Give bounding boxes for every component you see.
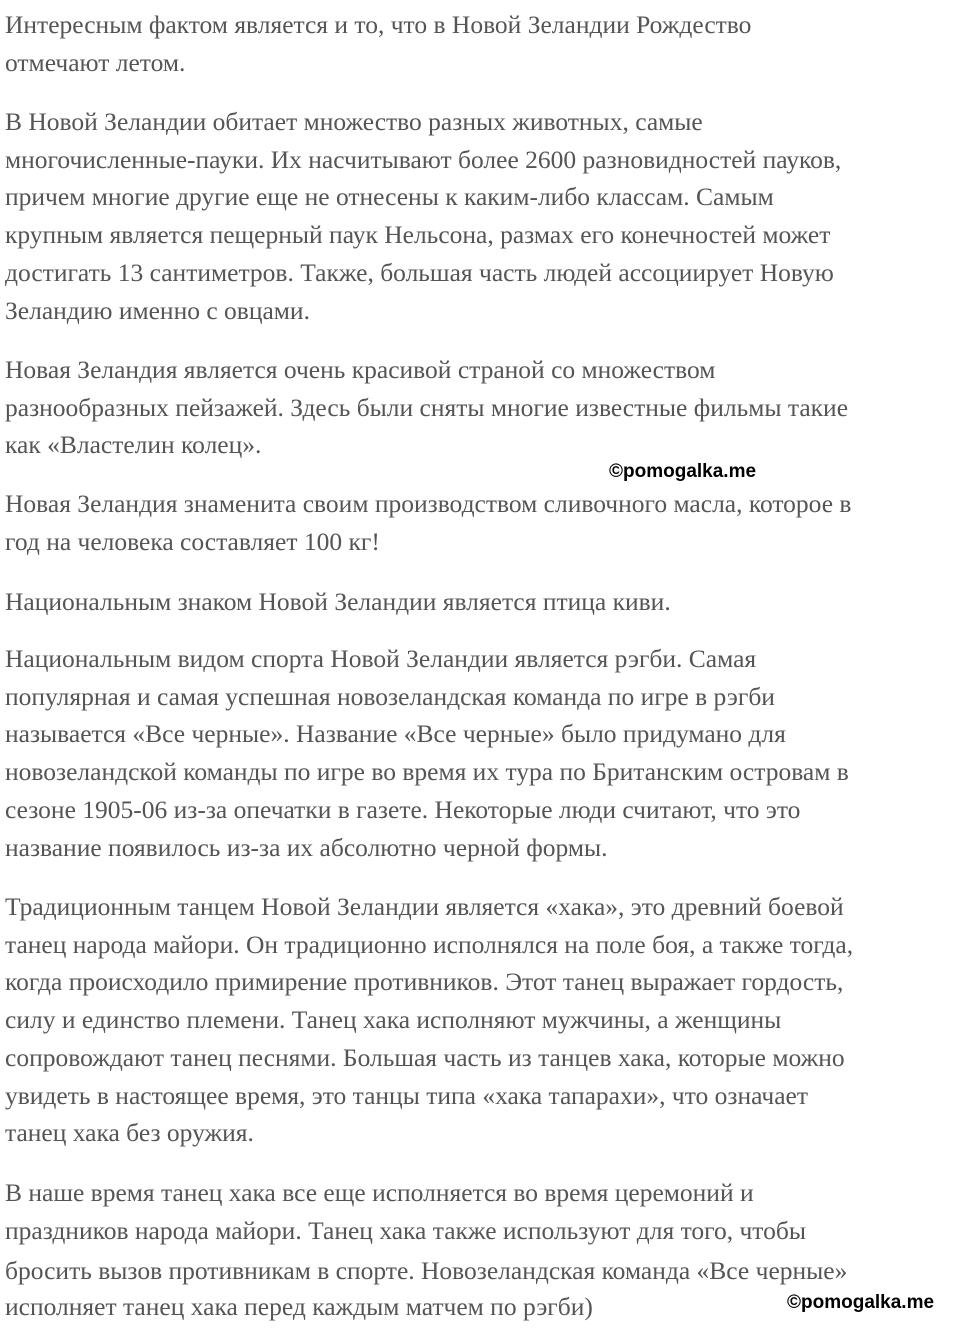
text-line: называется «Все черные». Название «Все черные» было придумано для bbox=[5, 719, 786, 749]
paragraph-haka-tradition bbox=[5, 888, 960, 1152]
text-line: сопровождают танец песнями. Большая часть из танцев хака, которые можно bbox=[5, 1042, 845, 1072]
paragraph-butter bbox=[5, 485, 960, 560]
paragraph-spiders bbox=[5, 103, 960, 329]
text-line: Национальным знаком Новой Зеландии является птица киви. bbox=[5, 587, 671, 616]
text-line: популярная и самая успешная новозеландская команда по игре в рэгби bbox=[5, 681, 775, 711]
watermark-text: ©pomogalka.me bbox=[609, 461, 757, 482]
paragraph-christmas-fact bbox=[5, 6, 960, 81]
text-line: сезоне 1905-06 из-за опечатки в газете. Некоторые люди считают, что это bbox=[5, 794, 801, 824]
text-line: Традиционным танцем Новой Зеландии является «хака», это древний боевой bbox=[5, 892, 844, 921]
text-line: многочисленные-пауки. Их насчитывают более 2600 разновидностей пауков, bbox=[5, 144, 842, 174]
text-line: силу и единство племени. Танец хака исполняют мужчины, а женщины bbox=[5, 1005, 782, 1035]
text-line: крупным является пещерный паук Нельсона, размах его конечностей может bbox=[5, 220, 831, 250]
text-line: танец народа майори. Он традиционно исполнялся на поле боя, а также тогда, bbox=[5, 929, 854, 959]
paragraph-landscapes bbox=[5, 351, 960, 464]
text-line: Интересным фактом является и то, что в Новой Зеландии Рождество bbox=[5, 10, 752, 39]
text-line: бросить вызов противникам в спорте. Новозеландская команда «Все черные» bbox=[5, 1256, 848, 1286]
text-line: исполняет танец хака перед каждым матчем по рэгби) bbox=[5, 1292, 593, 1322]
paragraph-rugby bbox=[5, 640, 960, 866]
paragraph-kiwi bbox=[5, 583, 960, 621]
text-line: название появилось из-за их абсолютно черной формы. bbox=[5, 832, 608, 862]
text-line: Новая Зеландия является очень красивой страной со множеством bbox=[5, 355, 716, 384]
text-line: год на человека составляет 100 кг! bbox=[5, 526, 380, 556]
text-line: Новая Зеландия знаменита своим производством сливочного масла, которое в bbox=[5, 489, 852, 518]
text-line: танец хака без оружия. bbox=[5, 1118, 254, 1148]
watermark-text: ©pomogalka.me bbox=[787, 1292, 935, 1313]
text-line: разнообразных пейзажей. Здесь были сняты многие известные фильмы такие bbox=[5, 392, 849, 422]
text-line: Национальным видом спорта Новой Зеландии является рэгби. Самая bbox=[5, 644, 757, 673]
text-line: увидеть в настоящее время, это танцы типа «хака тапарахи», что означает bbox=[5, 1080, 809, 1110]
text-line: праздников народа майори. Танец хака также используют для того, чтобы bbox=[5, 1215, 806, 1245]
text-line: Зеландию именно с овцами. bbox=[5, 295, 310, 325]
text-line: новозеландской команды по игре во время их тура по Британским островам в bbox=[5, 757, 849, 787]
text-line: В Новой Зеландии обитает множество разных животных, самые bbox=[5, 107, 703, 136]
text-line: когда происходило примирение противников. Этот танец выражает гордость, bbox=[5, 967, 844, 997]
text-line: достигать 13 сантиметров. Также, большая часть людей ассоциирует Новую bbox=[5, 257, 834, 287]
text-line: как «Властелин колец». bbox=[5, 430, 262, 460]
text-line: отмечают летом. bbox=[5, 47, 186, 77]
text-line: причем многие другие еще не отнесены к каким-либо классам. Самым bbox=[5, 182, 774, 212]
text-line: В наше время танец хака все еще исполняется во время церемоний и bbox=[5, 1178, 754, 1207]
